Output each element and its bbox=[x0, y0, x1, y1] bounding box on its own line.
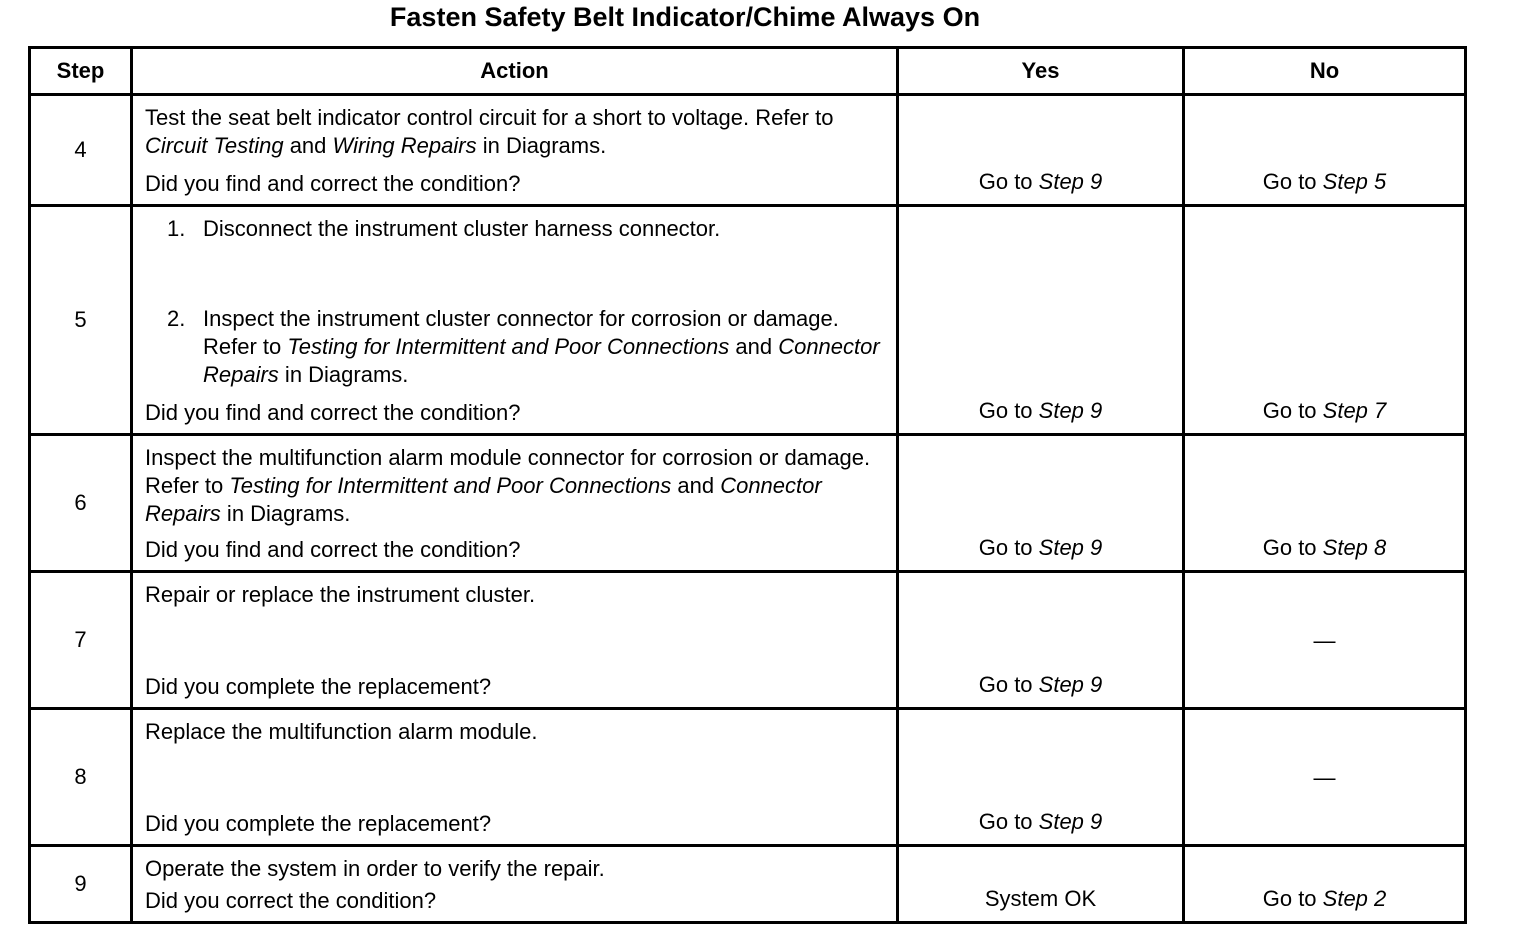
no-prefix: Go to bbox=[1262, 169, 1323, 194]
no-step-ref: Step 2 bbox=[1322, 886, 1387, 911]
no-cell bbox=[1184, 846, 1466, 923]
action-text-part: and bbox=[729, 334, 779, 359]
action-text bbox=[145, 104, 886, 160]
no-prefix: Go to bbox=[1262, 398, 1323, 423]
table-row-step-5 bbox=[30, 206, 1466, 435]
list-text: Disconnect the instrument cluster harness connector. bbox=[203, 216, 721, 241]
page-title: Fasten Safety Belt Indicator/Chime Always On bbox=[389, 2, 981, 32]
table-row-step-8 bbox=[30, 709, 1466, 846]
header-action: Action bbox=[132, 48, 898, 95]
table-row-step-4 bbox=[30, 95, 1466, 206]
step-number: 4 bbox=[30, 95, 132, 206]
action-cell bbox=[132, 709, 898, 846]
table-row-step-7 bbox=[30, 572, 1466, 709]
action-text-part: Test the seat belt indicator control circuit for a short to voltage. Refer to bbox=[145, 105, 834, 130]
list-number: 1. bbox=[167, 216, 186, 241]
list-item bbox=[167, 305, 886, 389]
list-number: 2. bbox=[167, 306, 186, 331]
list-text bbox=[203, 305, 886, 389]
table-row-step-9 bbox=[30, 846, 1466, 923]
action-cell bbox=[132, 846, 898, 923]
no-step-ref: Step 8 bbox=[1322, 535, 1387, 560]
step-number: 5 bbox=[30, 206, 132, 435]
action-text-part: Inspect the instrument cluster connector for corrosion or damage. Refer to bbox=[203, 306, 839, 359]
step-number: 9 bbox=[30, 846, 132, 923]
yes-prefix: Go to bbox=[978, 398, 1039, 423]
no-cell bbox=[1184, 435, 1466, 572]
no-prefix: Go to bbox=[1262, 886, 1323, 911]
action-text-part: in Diagrams. bbox=[278, 362, 409, 387]
yes-prefix: Go to bbox=[978, 169, 1039, 194]
yes-cell: System OK bbox=[898, 846, 1184, 923]
diagnostic-table bbox=[28, 46, 1467, 924]
step-number: 8 bbox=[30, 709, 132, 846]
yes-cell bbox=[898, 95, 1184, 206]
action-text-part: in Diagrams. bbox=[476, 133, 607, 158]
action-text bbox=[145, 444, 886, 528]
no-prefix: Go to bbox=[1262, 535, 1323, 560]
action-text-part: in Diagrams. bbox=[220, 501, 351, 526]
yes-step-ref: Step 9 bbox=[1038, 169, 1103, 194]
action-cell bbox=[132, 206, 898, 435]
action-text: Repair or replace the instrument cluster. bbox=[145, 582, 536, 607]
question-text: Did you correct the condition? bbox=[145, 888, 437, 913]
ref-testing-intermittent: Testing for Intermittent and Poor Connections bbox=[287, 334, 730, 359]
ref-wiring-repairs: Wiring Repairs bbox=[332, 133, 477, 158]
yes-step-ref: Step 9 bbox=[1038, 535, 1103, 560]
action-text: Operate the system in order to verify the repair. bbox=[145, 856, 605, 881]
question-text: Did you find and correct the condition? bbox=[145, 537, 521, 562]
yes-cell bbox=[898, 206, 1184, 435]
action-cell bbox=[132, 435, 898, 572]
action-text-part: Inspect the multifunction alarm module connector for corrosion or damage. Refer to bbox=[145, 445, 871, 498]
ref-circuit-testing: Circuit Testing bbox=[145, 133, 284, 158]
yes-step-ref: Step 9 bbox=[1038, 672, 1103, 697]
no-cell bbox=[1184, 95, 1466, 206]
table-header-row bbox=[30, 48, 1466, 95]
yes-step-ref: Step 9 bbox=[1038, 809, 1103, 834]
ref-testing-intermittent: Testing for Intermittent and Poor Connections bbox=[229, 473, 672, 498]
ref-connector-repairs: Connector Repairs bbox=[203, 334, 880, 387]
yes-step-ref: Step 9 bbox=[1038, 398, 1103, 423]
action-list bbox=[145, 215, 886, 389]
list-item bbox=[167, 215, 886, 243]
no-cell bbox=[1184, 206, 1466, 435]
yes-prefix: Go to bbox=[978, 809, 1039, 834]
no-step-ref: Step 5 bbox=[1322, 169, 1387, 194]
step-number: 6 bbox=[30, 435, 132, 572]
header-step: Step bbox=[30, 48, 132, 95]
header-no: No bbox=[1184, 48, 1466, 95]
yes-cell bbox=[898, 435, 1184, 572]
question-text: Did you complete the replacement? bbox=[145, 674, 492, 699]
yes-prefix: Go to bbox=[978, 535, 1039, 560]
yes-cell bbox=[898, 709, 1184, 846]
question-text: Did you find and correct the condition? bbox=[145, 400, 521, 425]
action-cell bbox=[132, 572, 898, 709]
no-cell: — bbox=[1184, 709, 1466, 846]
table-row-step-6 bbox=[30, 435, 1466, 572]
action-cell bbox=[132, 95, 898, 206]
no-cell: — bbox=[1184, 572, 1466, 709]
no-step-ref: Step 7 bbox=[1322, 398, 1387, 423]
step-number: 7 bbox=[30, 572, 132, 709]
action-text-part: and bbox=[283, 133, 333, 158]
question-text: Did you complete the replacement? bbox=[145, 811, 492, 836]
ref-connector-repairs: Connector Repairs bbox=[145, 473, 822, 526]
yes-prefix: Go to bbox=[978, 672, 1039, 697]
action-text: Replace the multifunction alarm module. bbox=[145, 719, 538, 744]
yes-cell bbox=[898, 572, 1184, 709]
question-text: Did you find and correct the condition? bbox=[145, 171, 521, 196]
header-yes: Yes bbox=[898, 48, 1184, 95]
action-text-part: and bbox=[671, 473, 721, 498]
